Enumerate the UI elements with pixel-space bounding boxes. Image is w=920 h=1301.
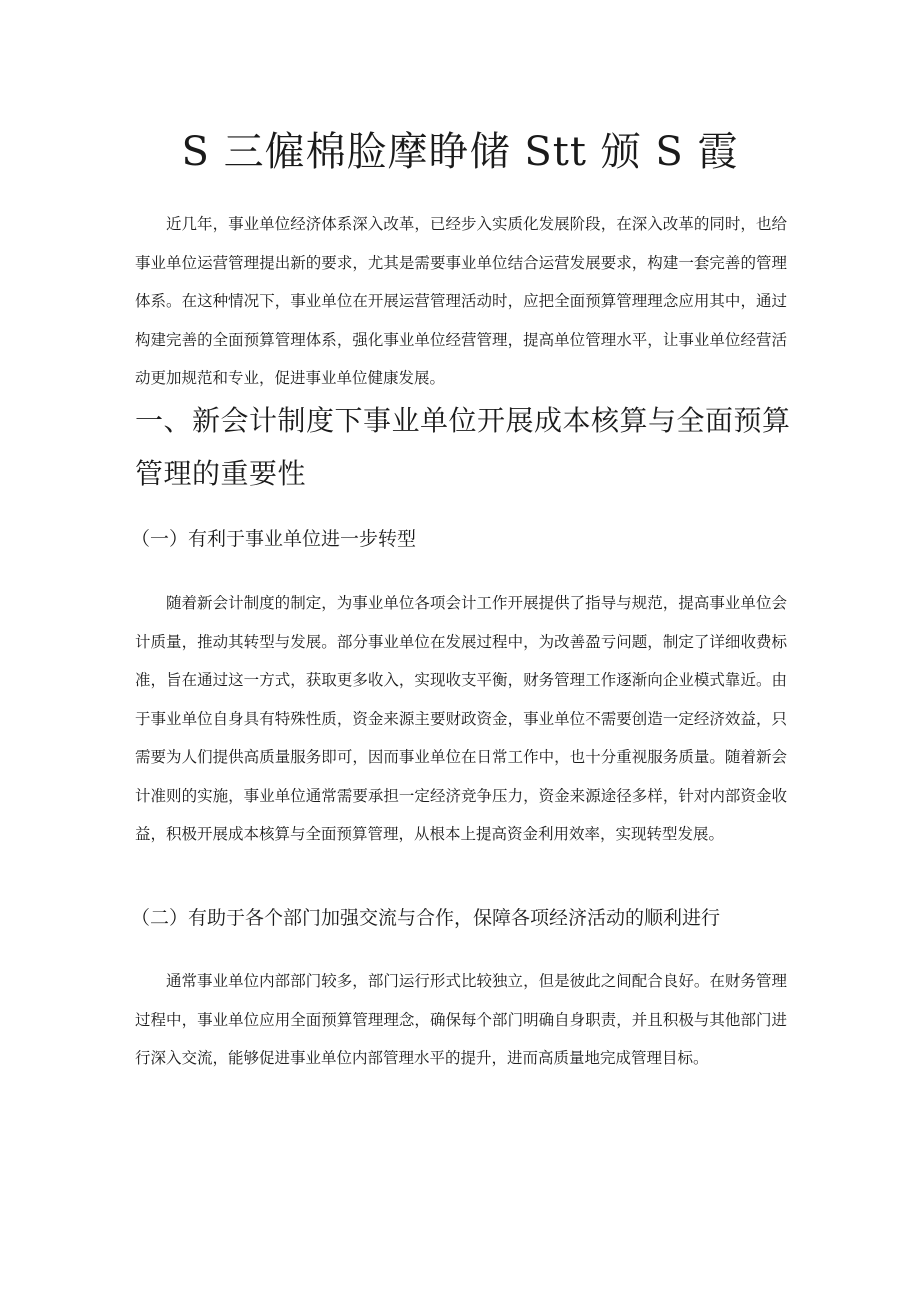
subsection-heading-1: （一）有利于事业单位进一步转型	[131, 528, 417, 550]
document-title: S 三僱棉脸摩睁储 Stt 颁 S 霞	[181, 129, 739, 175]
intro-paragraph: 近几年，事业单位经济体系深入改革，已经步入实质化发展阶段，在深入改革的同时，也给事业单位运营管理提出新的要求，尤其是需要事业单位结合运营发展要求，构建一套完善的管理体系。在这种情况下，事业单位在开展运营管理活动时，应把全面预算管理理念应用其中，通过构建完善的全面预算管理体系，强化事业单位经营管理，提高单位管理水平，让事业单位经营活动更加规范和专业，促进事业单位健康发展。	[135, 215, 787, 387]
subsection-body-1: 随着新会计制度的制定，为事业单位各项会计工作开展提供了指导与规范，提高事业单位会计质量，推动其转型与发展。部分事业单位在发展过程中，为改善盈亏问题，制定了详细收费标准，旨在通过这一方式，获取更多收入，实现收支平衡，财务管理工作逐渐向企业模式靠近。由于事业单位自身具有特殊性质，资金来源主要财政资金，事业单位不需要创造一定经济效益，只需要为人们提供高质量服务即可，因而事业单位在日常工作中，也十分重视服务质量。随着新会计准则的实施，事业单位通常需要承担一定经济竞争压力，资金来源途径多样，针对内部资金收益，积极开展成本核算与全面预算管理，从根本上提高资金利用效率，实现转型发展。	[135, 594, 787, 843]
section-heading: 一、新会计制度下事业单位开展成本核算与全面预算管理的重要性	[135, 404, 791, 490]
subsection-body-2: 通常事业单位内部部门较多，部门运行形式比较独立，但是彼此之间配合良好。在财务管理过程中，事业单位应用全面预算管理理念，确保每个部门明确自身职责，并且积极与其他部门进行深入交流，能够促进事业单位内部管理水平的提升，进而高质量地完成管理目标。	[135, 972, 787, 1067]
subsection-heading-2: （二）有助于各个部门加强交流与合作，保障各项经济活动的顺利进行	[131, 907, 721, 929]
